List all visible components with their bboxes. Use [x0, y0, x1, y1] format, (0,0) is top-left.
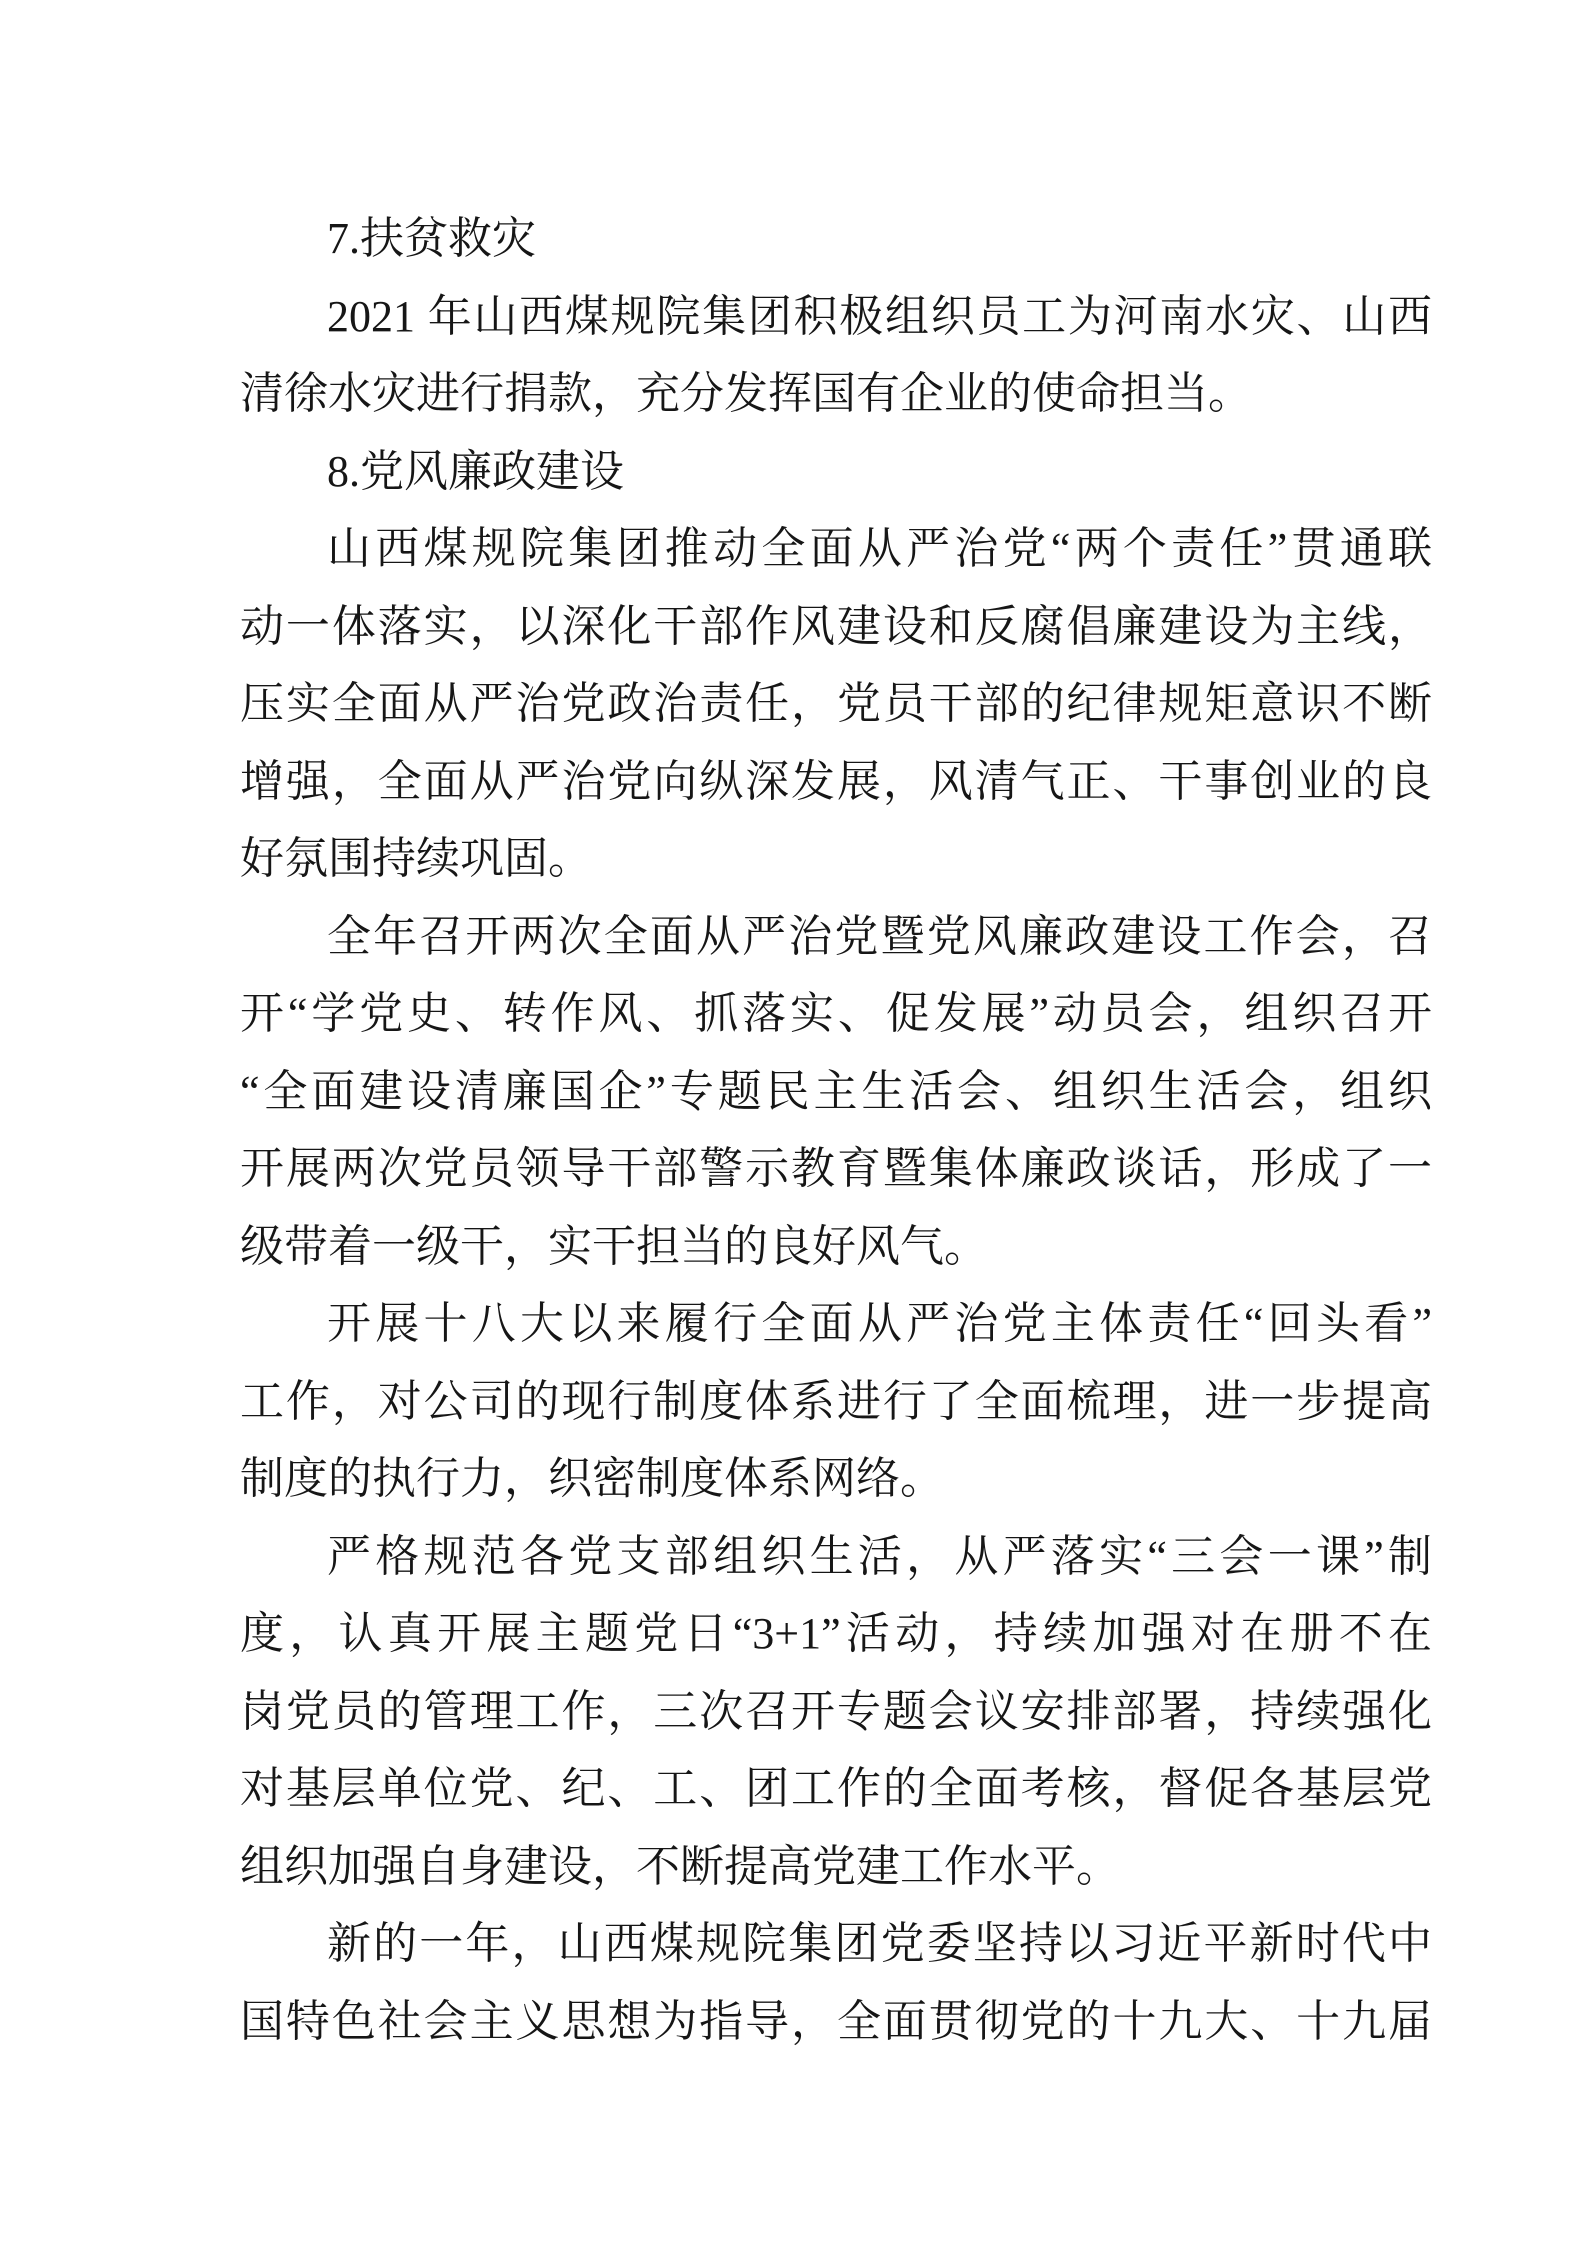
text-line: 山西煤规院集团推动全面从严治党“两个责任”贯通联: [327, 524, 1432, 573]
text-line: 开展两次党员领导干部警示教育暨集体廉政谈话，形成了一: [240, 1144, 1432, 1193]
text-line: 级带着一级干，实干担当的良好风气。: [240, 1221, 988, 1271]
text-line: 组织加强自身建设，不断提高党建工作水平。: [240, 1841, 1120, 1891]
text-line: 开“学党史、转作风、抓落实、促发展”动员会，组织召开: [240, 989, 1432, 1038]
text-line: 开展十八大以来履行全面从严治党主体责任“回头看”: [327, 1299, 1432, 1348]
text-line: 岗党员的管理工作，三次召开专题会议安排部署，持续强化: [240, 1686, 1432, 1736]
text-line: 对基层单位党、纪、工、团工作的全面考核，督促各基层党: [240, 1764, 1432, 1813]
text-line: 7.扶贫救灾: [327, 214, 536, 263]
text-line: 新的一年，山西煤规院集团党委坚持以习近平新时代中: [327, 1919, 1432, 1968]
text-line: 增强，全面从严治党向纵深发展，风清气正、干事创业的良: [240, 756, 1432, 806]
text-line: 全年召开两次全面从严治党暨党风廉政建设工作会，召: [327, 911, 1432, 961]
text-line: 严格规范各党支部组织生活，从严落实“三会一课”制: [327, 1531, 1432, 1581]
text-line: 2021 年山西煤规院集团积极组织员工为河南水灾、山西: [327, 291, 1432, 341]
text-line: 好氛围持续巩固。: [240, 834, 592, 883]
text-line: 工作，对公司的现行制度体系进行了全面梳理，进一步提高: [240, 1376, 1432, 1426]
text-line: 8.党风廉政建设: [327, 446, 624, 496]
page-text-content: [240, 200, 1432, 2060]
text-line: 国特色社会主义思想为指导，全面贯彻党的十九大、十九届: [240, 1996, 1432, 2046]
text-line: 清徐水灾进行捐款，充分发挥国有企业的使命担当。: [240, 369, 1252, 418]
text-line: “全面建设清廉国企”专题民主生活会、组织生活会，组织: [240, 1066, 1432, 1116]
text-line: 制度的执行力，织密制度体系网络。: [240, 1454, 944, 1503]
text-line: 度，认真开展主题党日“3+1”活动，持续加强对在册不在: [240, 1609, 1432, 1658]
text-line: 压实全面从严治党政治责任，党员干部的纪律规矩意识不断: [240, 679, 1432, 728]
text-line: 动一体落实，以深化干部作风建设和反腐倡廉建设为主线，: [240, 601, 1432, 651]
